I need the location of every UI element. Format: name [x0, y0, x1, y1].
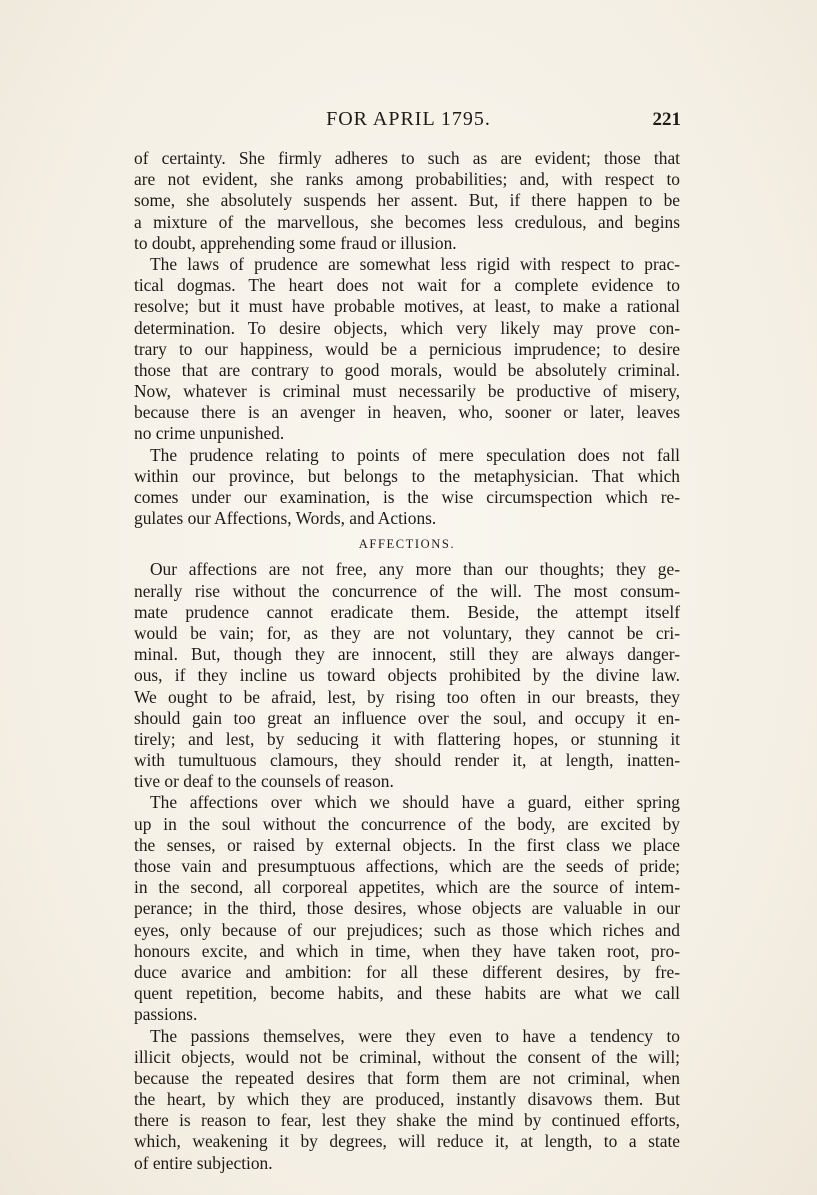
text-line: passions. [134, 1004, 198, 1025]
text-line: ous, if they incline us toward objects prohibited by the divine law. [134, 665, 680, 686]
text-line: The affections over which we should have a guard, either spring [150, 792, 680, 813]
text-line: because the repeated desires that form them are not criminal, when [134, 1067, 680, 1088]
running-head [0, 108, 817, 138]
text-line: would be vain; for, as they are not voluntary, they cannot be cri- [134, 622, 680, 643]
text-line: tirely; and lest, by seducing it with flattering hopes, or stunning it [134, 728, 680, 749]
text-line: The passions themselves, were they even to have a tendency to [150, 1025, 680, 1046]
text-line: those that are contrary to good morals, would be absolutely criminal. [134, 359, 680, 380]
text-line: perance; in the third, those desires, whose objects are valuable in our [134, 898, 680, 919]
text-line: in the second, all corporeal appetites, which are the source of intem- [134, 877, 680, 898]
text-line: minal. But, though they are innocent, still they are always danger- [134, 644, 680, 665]
text-line: there is reason to fear, lest they shake the mind by continued efforts, [134, 1110, 680, 1131]
text-line: no crime unpunished. [134, 423, 285, 444]
text-line: are not evident, she ranks among probabilities; and, with respect to [134, 169, 680, 190]
running-title: FOR APRIL 1795. [326, 108, 491, 130]
text-line: resolve; but it must have probable motives, at least, to make a rational [134, 296, 680, 317]
text-line: tive or deaf to the counsels of reason. [134, 771, 394, 792]
text-line: of certainty. She firmly adheres to such as are evident; those that [134, 148, 680, 168]
text-line: to doubt, apprehending some fraud or illusion. [134, 232, 457, 253]
page-number: 221 [652, 109, 681, 130]
text-line: comes under our examination, is the wise circumspection which re- [134, 487, 680, 507]
text-line: We ought to be afraid, lest, by rising too often in our breasts, they [134, 686, 680, 707]
text-line: of entire subjection. [134, 1152, 273, 1173]
text-line: a mixture of the marvellous, she becomes less credulous, and begins [134, 211, 680, 232]
text-line: some, she absolutely suspends her assent. But, if there happen to be [134, 190, 680, 211]
text-line: because there is an avenger in heaven, who, sooner or later, leaves [134, 402, 680, 423]
text-line: the heart, by which they are produced, instantly disavows them. But [134, 1089, 680, 1110]
text-line: nerally rise without the concurrence of the will. The most consum- [134, 580, 680, 601]
text-line: illicit objects, would not be criminal, without the consent of the will; [134, 1046, 680, 1067]
text-line: tical dogmas. The heart does not wait for a complete evidence to [134, 275, 680, 296]
text-line: The prudence relating to points of mere speculation does not fall [150, 444, 680, 465]
text-line: honours excite, and which in time, when they have taken root, pro- [134, 940, 680, 961]
body-text [134, 148, 680, 1174]
text-line: quent repetition, become habits, and these habits are what we call [134, 983, 680, 1004]
text-line: Our affections are not free, any more than our thoughts; they ge- [150, 559, 680, 580]
text-line: up in the soul without the concurrence of the body, are excited by [134, 813, 680, 834]
text-line: the senses, or raised by external objects. In the first class we place [134, 834, 680, 855]
text-line: duce avarice and ambition: for all these different desires, by fre- [134, 961, 680, 982]
text-line: within our province, but belongs to the metaphysician. That which [134, 465, 680, 486]
text-line: which, weakening it by degrees, will reduce it, at length, to a state [134, 1131, 680, 1152]
text-line: The laws of prudence are somewhat less rigid with respect to prac- [150, 253, 680, 274]
text-line: with tumultuous clamours, they should render it, at length, inatten- [134, 750, 680, 771]
text-line: those vain and presumptuous affections, which are the seeds of pride; [134, 856, 680, 876]
text-line: Now, whatever is criminal must necessarily be productive of misery, [134, 381, 680, 402]
text-line: determination. To desire objects, which very likely may prove con- [134, 317, 680, 338]
text-line: eyes, only because of our prejudices; such as those which riches and [134, 919, 680, 940]
text-line: should gain too great an influence over the soul, and occupy it en- [134, 707, 680, 728]
text-line: mate prudence cannot eradicate them. Beside, the attempt itself [134, 601, 680, 622]
text-line: trary to our happiness, would be a pernicious imprudence; to desire [134, 338, 680, 359]
section-heading: AFFECTIONS. [358, 537, 456, 552]
text-line: gulates our Affections, Words, and Actions. [134, 508, 437, 529]
